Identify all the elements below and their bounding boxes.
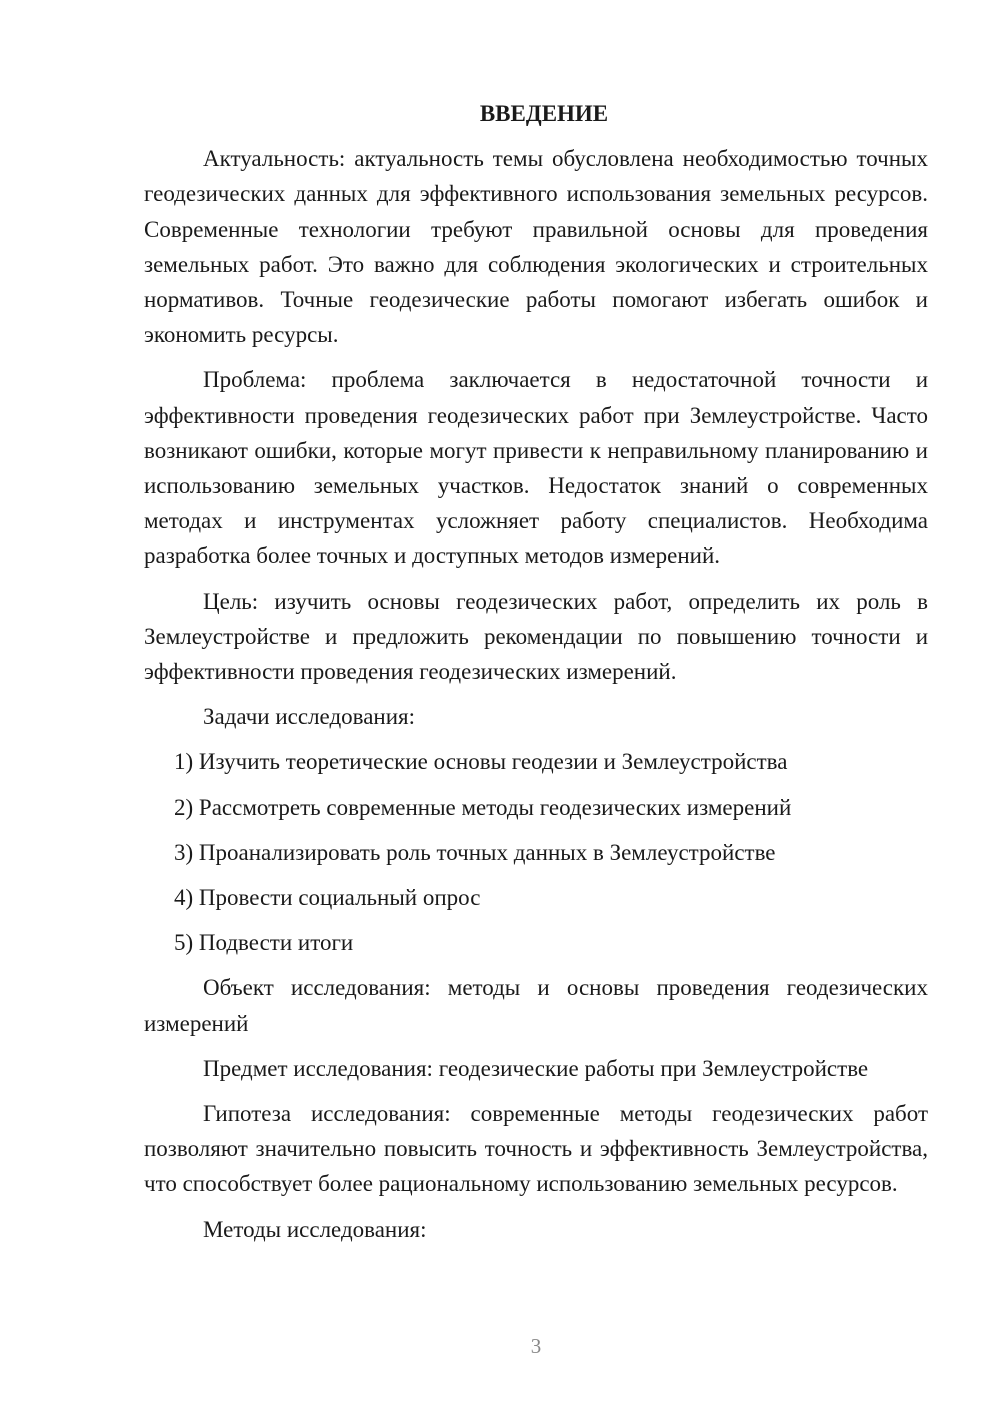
page-number: 3 xyxy=(530,1334,542,1358)
list-item: 4) Провести социальный опрос xyxy=(174,885,481,911)
paragraph-object: Объект исследования: методы и основы проведения геодезических измерений xyxy=(144,975,928,1036)
paragraph-relevance: Актуальность: актуальность темы обусловлена необходимостью точных геодезических данных для эффективного использования земельных ресурсов. Современные технологии требуют правильной основы для проведения земельных работ. Это важно для соблюдения экологических и строительных нормативов. Точные геодезические работы помогают избегать ошибок и экономить ресурсы. xyxy=(144,146,928,348)
list-item: 3) Проанализировать роль точных данных в Землеустройстве xyxy=(174,839,776,865)
paragraph-hypothesis: Гипотеза исследования: современные методы геодезических работ позволяют значительно повысить точность и эффективность Землеустройства, что способствует более рациональному использованию земельных ресурсов. xyxy=(144,1101,928,1197)
list-item: 2) Рассмотреть современные методы геодезических измерений xyxy=(174,794,792,820)
paragraph-goal: Цель: изучить основы геодезических работ, определить их роль в Землеустройстве и предложить рекомендации по повышению точности и эффективности проведения геодезических измерений. xyxy=(144,588,928,685)
page-title: ВВЕДЕНИЕ xyxy=(479,101,609,126)
tasks-list xyxy=(144,744,928,960)
document-page xyxy=(144,96,928,1257)
paragraph-methods: Методы исследования: xyxy=(203,1216,427,1242)
list-item: 5) Подвести итоги xyxy=(174,930,354,956)
paragraph-problem: Проблема: проблема заключается в недостаточной точности и эффективности проведения геодезических работ при Землеустройстве. Часто возникают ошибки, которые могут привести к неправильному планированию и использованию земельных участков. Недостаток знаний о современных методах и инструментах усложняет работу специалистов. Необходима разработка более точных и доступных методов измерений. xyxy=(144,367,928,569)
list-item: 1) Изучить теоретические основы геодезии и Землеустройства xyxy=(174,749,788,775)
paragraph-subject: Предмет исследования: геодезические работы при Землеустройстве xyxy=(203,1055,869,1081)
paragraph-tasks-heading: Задачи исследования: xyxy=(203,704,416,730)
